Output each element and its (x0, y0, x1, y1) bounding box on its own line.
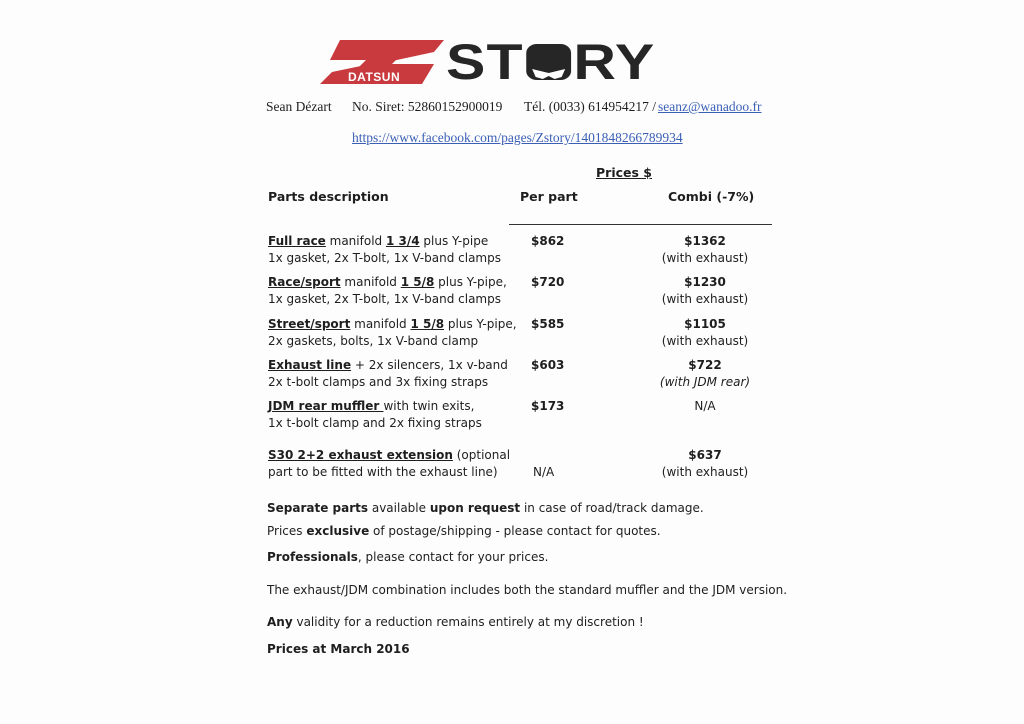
table-row (268, 316, 517, 350)
part-size: 1 3/4 (385, 234, 420, 248)
table-row (268, 274, 507, 308)
combi-price: $722 (688, 358, 722, 372)
per-part-price: $720 (531, 275, 565, 289)
per-part-price: $862 (531, 234, 565, 248)
part-title: Exhaust line (268, 358, 352, 372)
combi-note: (with exhaust) (661, 334, 749, 348)
part-details: 1x t-bolt clamp and 2x fixing straps (268, 416, 482, 430)
combi-note: (with exhaust) (661, 251, 749, 265)
combi-price-cell (655, 274, 755, 308)
part-size: 1 5/8 (410, 317, 445, 331)
note-shipping (267, 524, 661, 538)
per-part-price: $585 (531, 317, 565, 331)
siret-number: No. Siret: 52860152900019 (352, 99, 503, 114)
combi-price: $1362 (684, 234, 726, 248)
header-per-part: Per part (520, 189, 578, 204)
note-text: validity for a reduction remains entirely at my discretion ! (292, 615, 644, 629)
part-text: plus Y-pipe, (434, 275, 507, 289)
part-title: Race/sport (268, 275, 341, 289)
part-text: manifold (325, 234, 386, 248)
combi-note: (with exhaust) (661, 292, 749, 306)
note-validity (267, 615, 644, 629)
part-title: JDM rear muffler (268, 399, 384, 413)
per-part-price: N/A (533, 465, 555, 479)
combi-price: N/A (694, 399, 716, 413)
note-text: of postage/shipping - please contact for quotes. (369, 524, 661, 538)
table-row (268, 233, 501, 267)
email-link[interactable]: seanz@wanadoo.fr (658, 99, 762, 114)
combi-price: $637 (688, 448, 722, 462)
table-row (268, 398, 482, 432)
note-separate-parts (267, 501, 704, 515)
table-row (268, 447, 510, 481)
per-part-price: $603 (531, 358, 565, 372)
part-text: + 2x silencers, 1x v-band (351, 358, 508, 372)
note-text: Prices (267, 524, 307, 538)
combi-price-cell (655, 398, 755, 415)
story-wordmark: ST RY (446, 34, 656, 90)
header-combi: Combi (-7%) (668, 189, 755, 204)
part-title: Full race (268, 234, 326, 248)
note-bold: exclusive (306, 524, 370, 538)
part-title: Street/sport (268, 317, 351, 331)
part-text: manifold (350, 317, 411, 331)
part-details: 1x gasket, 2x T-bolt, 1x V-band clamps (268, 251, 501, 265)
zstory-mask-icon (526, 44, 571, 80)
combi-price-cell (655, 447, 755, 481)
part-text: with twin exits, (383, 399, 475, 413)
facebook-link[interactable]: https://www.facebook.com/pages/Zstory/1401848266789934 (352, 130, 683, 145)
combi-note: (with JDM rear) (659, 375, 751, 389)
note-professionals (267, 550, 548, 564)
combi-price-cell (655, 316, 755, 350)
part-text: plus Y-pipe (419, 234, 489, 248)
combi-price-cell (655, 357, 755, 391)
combi-note: (with exhaust) (661, 465, 749, 479)
note-combination: The exhaust/JDM combination includes both the standard muffler and the JDM version. (267, 583, 788, 597)
zstory-logo (318, 34, 698, 90)
combi-price: $1230 (684, 275, 726, 289)
part-size: 1 5/8 (400, 275, 435, 289)
note-text: available (368, 501, 430, 515)
note-bold: Professionals (267, 550, 358, 564)
part-text: plus Y-pipe, (444, 317, 517, 331)
part-details: 1x gasket, 2x T-bolt, 1x V-band clamps (268, 292, 501, 306)
note-text: in case of road/track damage. (520, 501, 704, 515)
combi-price-cell (655, 233, 755, 267)
prices-date: Prices at March 2016 (267, 642, 410, 656)
combi-price: $1105 (684, 317, 726, 331)
part-details: part to be fitted with the exhaust line) (268, 465, 498, 479)
part-text: manifold (340, 275, 401, 289)
part-title: S30 2+2 exhaust extension (268, 448, 453, 462)
owner-name: Sean Dézart (266, 99, 332, 114)
note-bold: Separate parts (267, 501, 369, 515)
part-details: 2x gaskets, bolts, 1x V-band clamp (268, 334, 479, 348)
datsun-badge-text: DATSUN (348, 70, 401, 84)
table-row (268, 357, 508, 391)
per-part-price: $173 (531, 399, 565, 413)
note-bold: Any (267, 615, 293, 629)
part-text: (optional (452, 448, 511, 462)
prices-heading: Prices $ (596, 165, 652, 180)
note-text: , please contact for your prices. (357, 550, 549, 564)
part-details: 2x t-bolt clamps and 3x fixing straps (268, 375, 489, 389)
header-divider (509, 224, 772, 225)
phone-number: Tél. (0033) 614954217 / (524, 99, 656, 114)
header-parts-description: Parts description (268, 189, 389, 204)
note-bold: upon request (429, 501, 521, 515)
